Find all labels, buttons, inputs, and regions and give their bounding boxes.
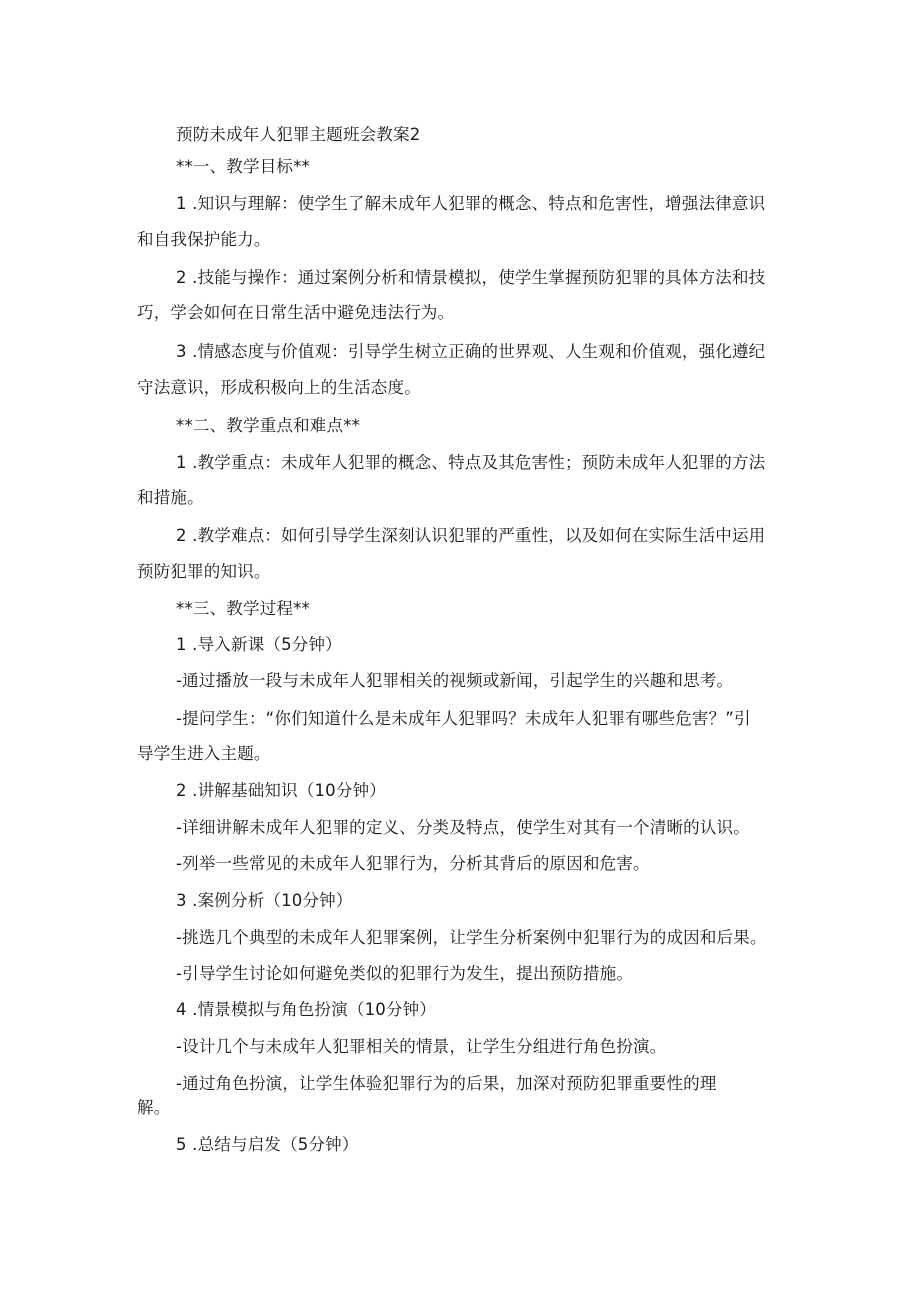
paragraph-line: 1 .导入新课（5分钟） (176, 635, 342, 654)
paragraph-line: -详细讲解未成年人犯罪的定义、分类及特点，使学生对其有一个清晰的认识。 (176, 818, 750, 837)
paragraph-line: 预防犯罪的知识。 (137, 562, 271, 581)
paragraph-line: 4 .情景模拟与角色扮演（10分钟） (176, 1000, 437, 1019)
paragraph-line: -提问学生：“你们知道什么是未成年人犯罪吗？未成年人犯罪有哪些危害？”引 (176, 709, 751, 728)
paragraph-line: 解。 (137, 1098, 171, 1117)
paragraph-line: -挑选几个典型的未成年人犯罪案例，让学生分析案例中犯罪行为的成因和后果。 (176, 928, 767, 947)
paragraph-line: 和自我保护能力。 (137, 230, 271, 249)
paragraph-line: -列举一些常见的未成年人犯罪行为，分析其背后的原因和危害。 (176, 854, 650, 873)
paragraph-line: 2 .教学难点：如何引导学生深刻认识犯罪的严重性，以及如何在实际生活中运用 (176, 526, 766, 545)
paragraph-line: 3 .案例分析（10分钟） (176, 891, 353, 910)
paragraph-line: 1 .知识与理解：使学生了解未成年人犯罪的概念、特点和危害性，增强法律意识 (176, 194, 766, 213)
section-heading-process: **三、教学过程** (176, 599, 310, 618)
paragraph-line: 和措施。 (137, 488, 204, 507)
paragraph-line: 2 .技能与操作：通过案例分析和情景模拟，使学生掌握预防犯罪的具体方法和技 (176, 268, 766, 287)
paragraph-line: 巧，学会如何在日常生活中避免违法行为。 (137, 303, 455, 322)
paragraph-line: -设计几个与未成年人犯罪相关的情景，让学生分组进行角色扮演。 (176, 1037, 667, 1056)
section-heading-objectives: **一、教学目标** (176, 157, 310, 176)
paragraph-line: -通过角色扮演，让学生体验犯罪行为的后果，加深对预防犯罪重要性的理 (176, 1074, 717, 1093)
paragraph-line: 2 .讲解基础知识（10分钟） (176, 781, 386, 800)
document-title: 预防未成年人犯罪主题班会教案2 (176, 125, 421, 144)
paragraph-line: 导学生进入主题。 (137, 744, 271, 763)
paragraph-line: 守法意识，形成积极向上的生活态度。 (137, 378, 421, 397)
paragraph-line: 3 .情感态度与价值观：引导学生树立正确的世界观、人生观和价值观，强化遵纪 (176, 342, 766, 361)
section-heading-key-points: **二、教学重点和难点** (176, 416, 361, 435)
paragraph-line: -引导学生讨论如何避免类似的犯罪行为发生，提出预防措施。 (176, 964, 634, 983)
paragraph-line: 5 .总结与启发（5分钟） (176, 1135, 359, 1154)
paragraph-line: -通过播放一段与未成年人犯罪相关的视频或新闻，引起学生的兴趣和思考。 (176, 671, 734, 690)
paragraph-line: 1 .教学重点：未成年人犯罪的概念、特点及其危害性；预防未成年人犯罪的方法 (176, 453, 766, 472)
